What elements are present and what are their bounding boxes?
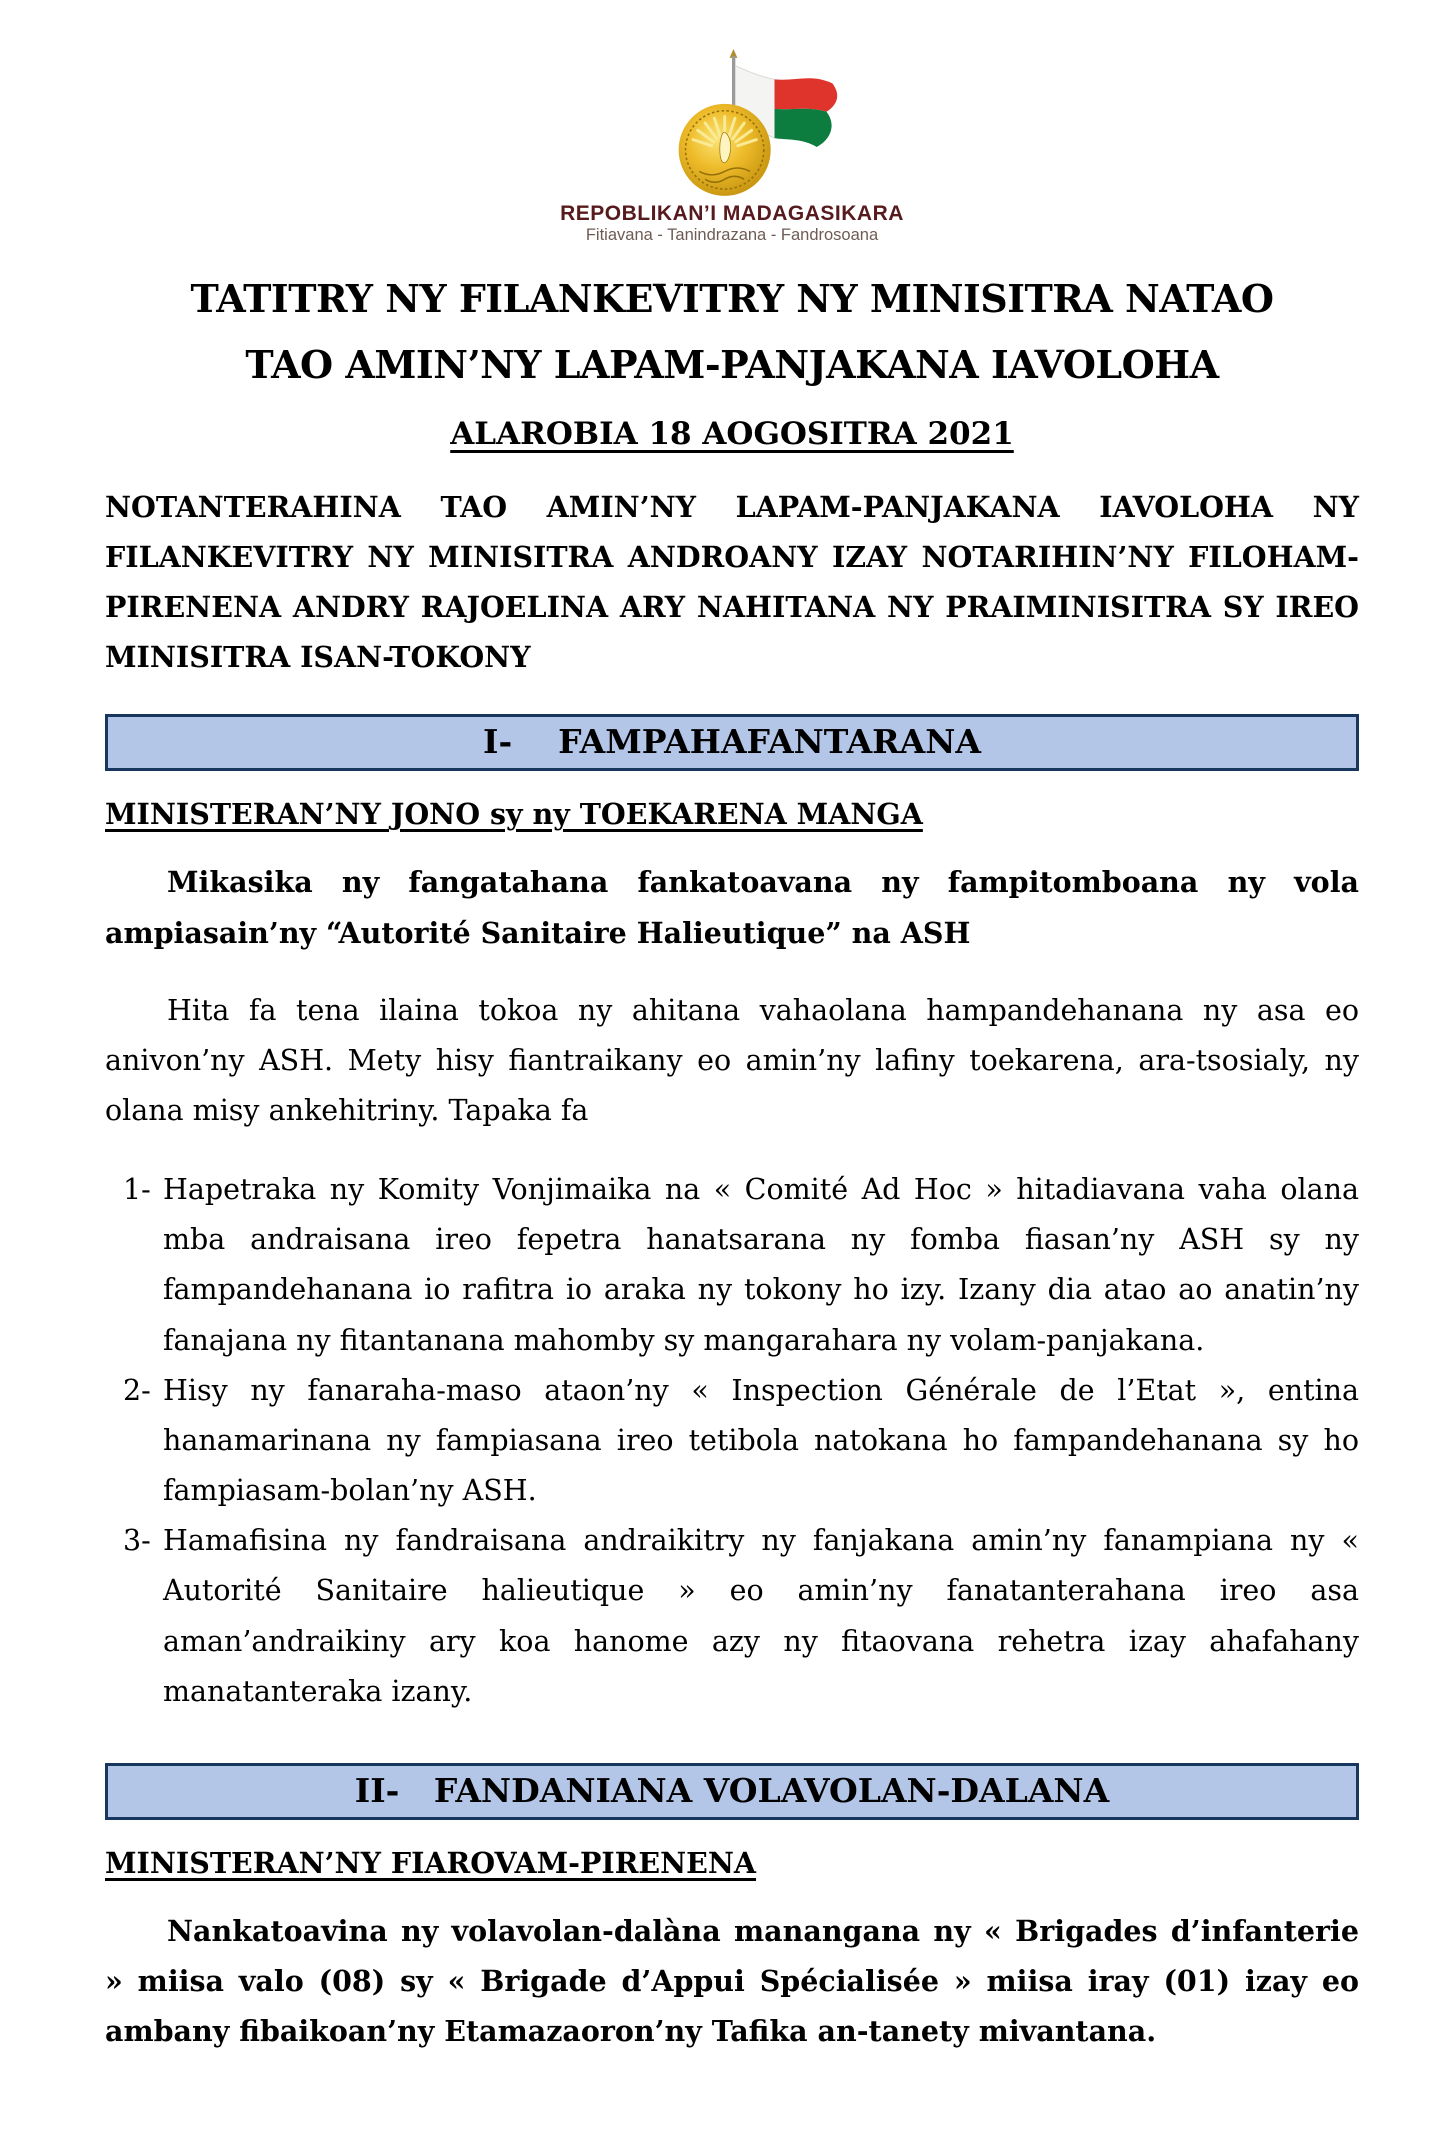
list-item [105,1165,1359,1366]
section-1-banner: I- FAMPAHAFANTARANA [105,714,1359,771]
section-1-numbered-list [105,1165,1359,1717]
emblem-country-name: REPOBLIKAN’I MADAGASIKARA [560,202,904,225]
madagascar-emblem-icon [615,46,850,198]
section-1-ministry-heading: MINISTERAN’NY JONO sy ny TOEKARENA MANGA [105,797,923,832]
emblem-motto: Fitiavana - Tanindrazana - Fandrosoana [585,226,879,244]
section-1-body-paragraph: Hita fa tena ilaina tokoa ny ahitana vahaolana hampandehanana ny asa eo anivon’ny ASH. Mety hisy fiantraikany eo amin’ny lafiny toekarena, ara-tsosialy, ny olana misy ankehitriny. Tapaka fa [105,994,1359,1128]
section-2-banner: II- FANDANIANA VOLAVOLAN-DALANA [105,1763,1359,1820]
document-title [105,266,1359,398]
list-item-marker: 3- [123,1524,151,1558]
list-item [105,1516,1359,1717]
list-item [105,1366,1359,1516]
list-item-marker: 2- [123,1373,151,1407]
document-title-line1: TATITRY NY FILANKEVITRY NY MINISITRA NATAO [190,275,1274,321]
document-title-line2: TAO AMIN’NY LAPAM-PANJAKANA IAVOLOHA [245,341,1219,387]
section-1-lead-paragraph: Mikasika ny fangatahana fankatoavana ny fampitomboana ny vola ampiasain’ny “Autorité Sanitaire Halieutique” na ASH [105,865,1359,950]
document-date: ALAROBIA 18 AOGOSITRA 2021 [450,415,1014,452]
section-2-ministry-heading: MINISTERAN’NY FIAROVAM-PIRENENA [105,1845,757,1880]
section-2-lead-paragraph: Nankatoavina ny volavolan-dalàna manangana ny « Brigades d’infanterie » miisa valo (08) sy « Brigade d’Appui Spécialisée » miisa iray (01) izay eo ambany fibaikoan’ny Etamazaoron’ny Tafika an-tanety mivantana. [105,1913,1359,2049]
list-item-text: Hapetraka ny Komity Vonjimaika na « Comité Ad Hoc » hitadiavana vaha olana mba andraisana ireo fepetra hanatsarana ny fomba fiasan’ny ASH sy ny fampandehanana io rafitra io araka ny tokony ho izy. Izany dia atao ao anatin’ny fanajana ny fitantanana mahomby sy mangarahara ny volam-panjakana. [163,1173,1359,1357]
list-item-marker: 1- [123,1173,151,1207]
list-item-text: Hisy ny fanaraha-maso ataon’ny « Inspection Générale de l’Etat », entina hanamarinana ny fampiasana ireo tetibola natokana ho fampandehanana sy ho fampiasam-bolan’ny ASH. [163,1373,1359,1508]
intro-paragraph: NOTANTERAHINA TAO AMIN’NY LAPAM-PANJAKANA IAVOLOHA NY FILANKEVITRY NY MINISITRA ANDROANY IZAY NOTARIHIN’NY FILOHAM-PIRENENA ANDRY RAJOELINA ARY NAHITANA NY PRAIMINISITRA SY IREO MINISITRA ISAN-TOKONY [105,489,1359,675]
list-item-text: Hamafisina ny fandraisana andraikitry ny fanjakana amin’ny fanampiana ny « Autorité Sanitaire halieutique » eo amin’ny fanatanterahana ireo asa aman’andraikiny ary koa hanome azy ny fitaovana rehetra izay ahafahany manatanteraka izany. [163,1524,1359,1708]
emblem-block [105,46,1359,244]
